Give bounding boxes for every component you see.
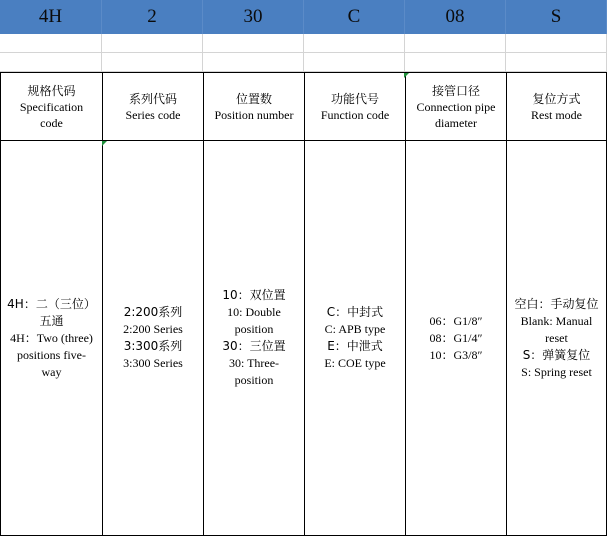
value-line: C：中封式 (326, 305, 384, 319)
blank-cell[interactable] (506, 34, 607, 53)
value-line: positions five- (17, 347, 86, 362)
blank-cell[interactable] (304, 34, 405, 53)
value-line: 06：G1/8″ (429, 313, 483, 328)
header-code-position[interactable]: 30 (203, 0, 304, 34)
value-line: E：中泄式 (327, 339, 383, 353)
blank-cell[interactable] (102, 34, 203, 53)
label-cell-spec[interactable] (0, 72, 102, 140)
label-zh: 复位方式 (532, 91, 581, 106)
value-line: 3:300系列 (123, 339, 183, 353)
value-line: S: Spring reset (521, 364, 592, 379)
label-en: Connection pipe (416, 99, 496, 114)
value-line: 08：G1/4″ (429, 330, 483, 345)
blank-cell[interactable] (304, 53, 405, 72)
label-zh: 功能代号 (330, 91, 379, 106)
label-en: diameter (435, 115, 477, 130)
value-cell-series[interactable] (102, 140, 203, 536)
value-line: S：弹簧复位 (522, 347, 591, 362)
label-cell-reset[interactable] (506, 72, 607, 140)
label-en: Series code (125, 107, 181, 122)
header-code-pipe[interactable]: 08 (405, 0, 506, 34)
value-line: 30：三位置 (222, 339, 286, 353)
comment-marker-icon[interactable] (102, 141, 107, 146)
label-cell-series[interactable] (102, 72, 203, 140)
label-zh: 规格代码 (27, 83, 76, 98)
comment-marker-icon[interactable] (404, 73, 409, 78)
label-en: Specification (19, 99, 84, 114)
value-line: way (41, 364, 62, 379)
blank-cell[interactable] (405, 34, 506, 53)
blank-cell[interactable] (405, 53, 506, 72)
value-line: 10: Double (227, 305, 281, 319)
value-line: 3:300 Series (123, 356, 183, 370)
label-en: Position number (214, 107, 294, 122)
label-cell-pipe[interactable] (405, 72, 506, 140)
value-cell-function[interactable] (304, 140, 405, 536)
value-line: 4H：二（三位） (7, 296, 96, 311)
value-line: 2:200系列 (123, 305, 183, 319)
value-line: E: COE type (324, 356, 386, 370)
value-line: 10：G3/8″ (429, 347, 483, 362)
blank-cell[interactable] (102, 53, 203, 72)
label-zh: 位置数 (235, 91, 272, 106)
value-line: 五通 (39, 313, 64, 328)
value-line: Blank: Manual (520, 313, 593, 328)
value-cell-spec[interactable] (0, 140, 102, 536)
label-zh: 接管口径 (431, 83, 480, 98)
blank-cell[interactable] (203, 53, 304, 72)
value-line: position (234, 373, 274, 387)
blank-cell[interactable] (0, 53, 102, 72)
label-en: code (40, 115, 63, 130)
header-code-spec[interactable]: 4H (0, 0, 102, 34)
label-en: Function code (320, 107, 390, 122)
blank-row-1 (0, 34, 607, 53)
value-cell-pipe[interactable] (405, 140, 506, 536)
value-line: reset (545, 330, 568, 345)
header-code-reset[interactable]: S (506, 0, 607, 34)
header-code-series[interactable]: 2 (102, 0, 203, 34)
value-line: 30: Three- (228, 356, 280, 370)
value-line: 2:200 Series (123, 322, 183, 336)
blank-row-2 (0, 53, 607, 72)
blank-cell[interactable] (0, 34, 102, 53)
value-line: C: APB type (324, 322, 386, 336)
label-cell-function[interactable] (304, 72, 405, 140)
blank-cell[interactable] (203, 34, 304, 53)
label-row (0, 72, 607, 140)
header-code-function[interactable]: C (304, 0, 405, 34)
value-line: 空白：手动复位 (514, 296, 599, 311)
value-cell-reset[interactable] (506, 140, 607, 536)
header-code-row (0, 0, 607, 34)
blank-cell[interactable] (506, 53, 607, 72)
value-cell-position[interactable] (203, 140, 304, 536)
value-line: position (234, 322, 274, 336)
spec-table (0, 72, 607, 536)
label-zh: 系列代码 (128, 91, 177, 106)
label-en: Rest mode (531, 107, 582, 122)
value-line: 10：双位置 (222, 288, 286, 302)
value-line: 4H：Two (three) (10, 330, 93, 345)
label-cell-position[interactable] (203, 72, 304, 140)
value-row (0, 140, 607, 536)
